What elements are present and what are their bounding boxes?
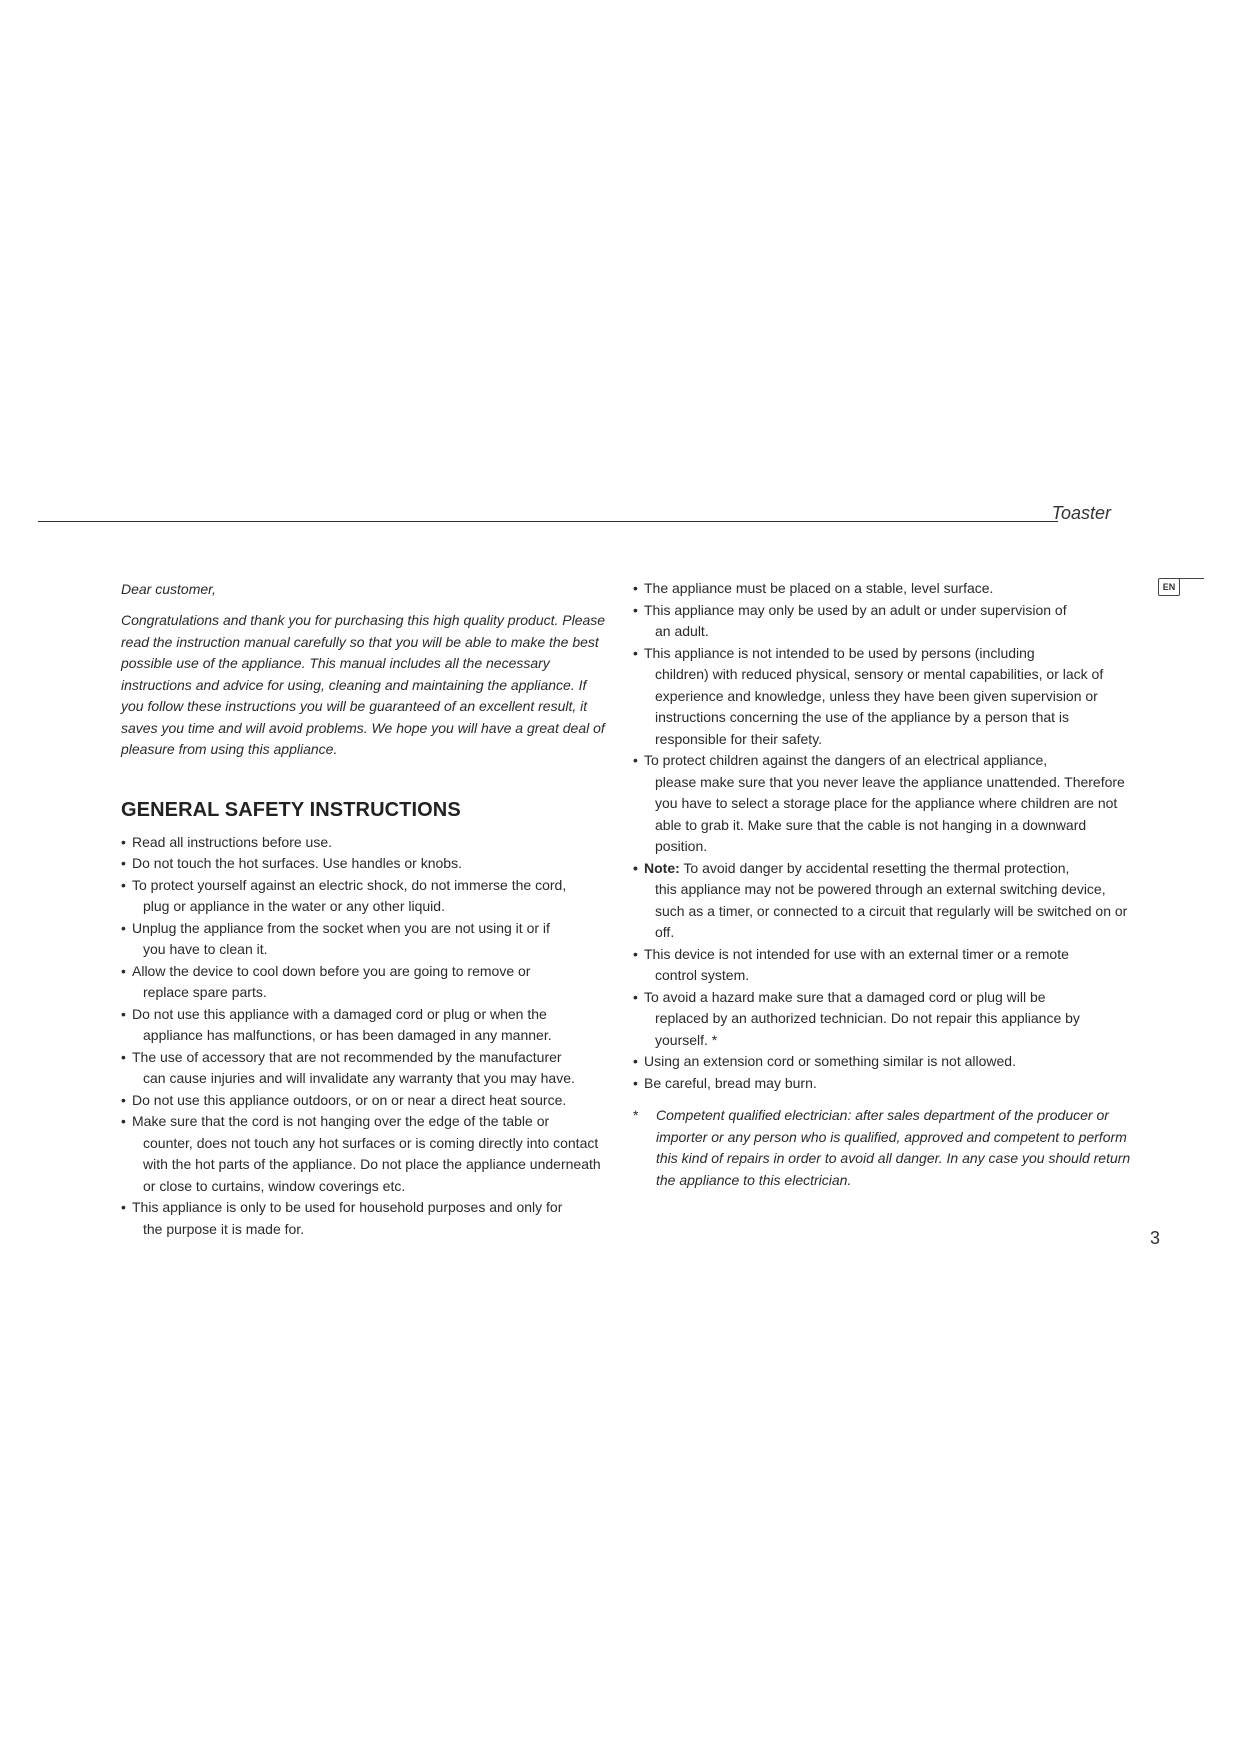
note-text: To avoid danger by accidental resetting the thermal protection,	[679, 859, 1070, 876]
bullet: •	[121, 919, 126, 936]
section-title: GENERAL SAFETY INSTRUCTIONS	[121, 798, 461, 821]
bullet: •	[121, 1005, 126, 1022]
list-item: • Do not use this appliance outdoors, or on or near a direct heat source.	[121, 1090, 611, 1112]
language-tab-rule	[1172, 578, 1204, 579]
list-item: • Do not use this appliance with a damaged cord or plug or when the appliance has malfunctions, or has been damaged in any manner.	[121, 1005, 552, 1043]
list-item: • To protect children against the dangers of an electrical appliance, please make sure that you never leave the appliance unattended. Therefore you have to select a storage place for the appliance where children are not able to grab it. Make sure that the cable is not hanging in a downward position.	[633, 752, 1125, 854]
footnote	[633, 1105, 1133, 1191]
bullet: •	[633, 601, 638, 618]
list-item: • This appliance is only to be used for household purposes and only for the purpose it is made for.	[121, 1199, 563, 1237]
bullet: •	[121, 962, 126, 979]
list-item: • This device is not intended for use with an external timer or a remote control system.	[633, 945, 1069, 983]
bullet: •	[121, 1091, 126, 1108]
bullet: •	[633, 580, 638, 596]
bullet: •	[121, 833, 126, 850]
list-item: • The use of accessory that are not recommended by the manufacturer can cause injuries and will invalidate any warranty that you may have.	[121, 1048, 575, 1086]
list-item: • Be careful, bread may burn.	[633, 1073, 1133, 1095]
bullet: •	[633, 1074, 638, 1091]
bullet: •	[121, 1113, 126, 1129]
left-safety-list	[121, 832, 611, 1241]
bullet: •	[633, 945, 638, 962]
list-item: • Allow the device to cool down before you are going to remove or replace spare parts.	[121, 962, 531, 1000]
bullet: •	[121, 855, 126, 871]
list-item: • The appliance must be placed on a stable, level surface.	[633, 578, 1133, 600]
bullet: •	[121, 876, 126, 893]
list-item: • Using an extension cord or something similar is not allowed.	[633, 1051, 1133, 1073]
bullet: •	[633, 1053, 638, 1069]
language-tab: EN	[1158, 578, 1180, 596]
right-safety-list	[633, 578, 1133, 1094]
list-item: • To protect yourself against an electric shock, do not immerse the cord, plug or appliance in the water or any other liquid.	[121, 876, 567, 914]
right-column	[633, 578, 1133, 1191]
list-item: • Unplug the appliance from the socket when you are not using it or if you have to clean it.	[121, 919, 550, 957]
page-number: 3	[1150, 1228, 1161, 1248]
footnote-text: Competent qualified electrician: after sales department of the producer or importer or any person who is qualified, approved and competent to perform this kind of repairs in order to avoid all danger. In any case you should return the appliance to this electrician.	[656, 1107, 1131, 1188]
bullet: •	[633, 644, 638, 661]
list-item: • Make sure that the cord is not hanging over the edge of the table or counter, does not touch any hot surfaces or is coming directly into contact with the hot parts of the appliance. Do not place the appliance underneath or close to curtains, window coverings etc.	[121, 1113, 601, 1194]
bullet: •	[121, 1199, 126, 1215]
list-item: • This appliance is not intended to be used by persons (including children) with reduced physical, sensory or mental capabilities, or lack of experience and knowledge, unless they have been given supervision or instructions concerning the use of the appliance by a person that is responsible for their safety.	[633, 644, 1104, 747]
list-item: • To avoid a hazard make sure that a damaged cord or plug will be replaced by an authorized technician. Do not repair this appliance by yourself. *	[633, 988, 1080, 1048]
bullet: •	[121, 1048, 126, 1065]
note-label: Note:	[644, 859, 680, 876]
footnote-asterisk: *	[633, 1107, 639, 1123]
list-item: • This appliance may only be used by an adult or under supervision of an adult.	[633, 601, 1067, 639]
bullet: •	[633, 859, 638, 876]
left-column	[121, 578, 611, 1240]
bullet: •	[633, 752, 638, 768]
header-rule	[38, 521, 1058, 522]
header-title: Toaster	[1051, 503, 1111, 523]
intro-paragraph: Congratulations and thank you for purchasing this high quality product. Please read the instruction manual carefully so that you will be able to make the best possible use of the appliance. This manual includes all the necessary instructions and advice for using, cleaning and maintaining the appliance. If you follow these instructions you will be guaranteed of an excellent result, it saves you time and will avoid problems. We hope you will have a great deal of pleasure from using this appliance.	[121, 612, 606, 757]
list-item: • Read all instructions before use.	[121, 832, 611, 854]
list-item: • Do not touch the hot surfaces. Use handles or knobs.	[121, 853, 611, 875]
bullet: •	[633, 988, 638, 1005]
greeting: Dear customer,	[121, 581, 216, 597]
note-item: • Note: To avoid danger by accidental resetting the thermal protection, this appliance may not be powered through an external switching device, such as a timer, or connected to a circuit that regularly will be switched on or off.	[633, 859, 1128, 940]
